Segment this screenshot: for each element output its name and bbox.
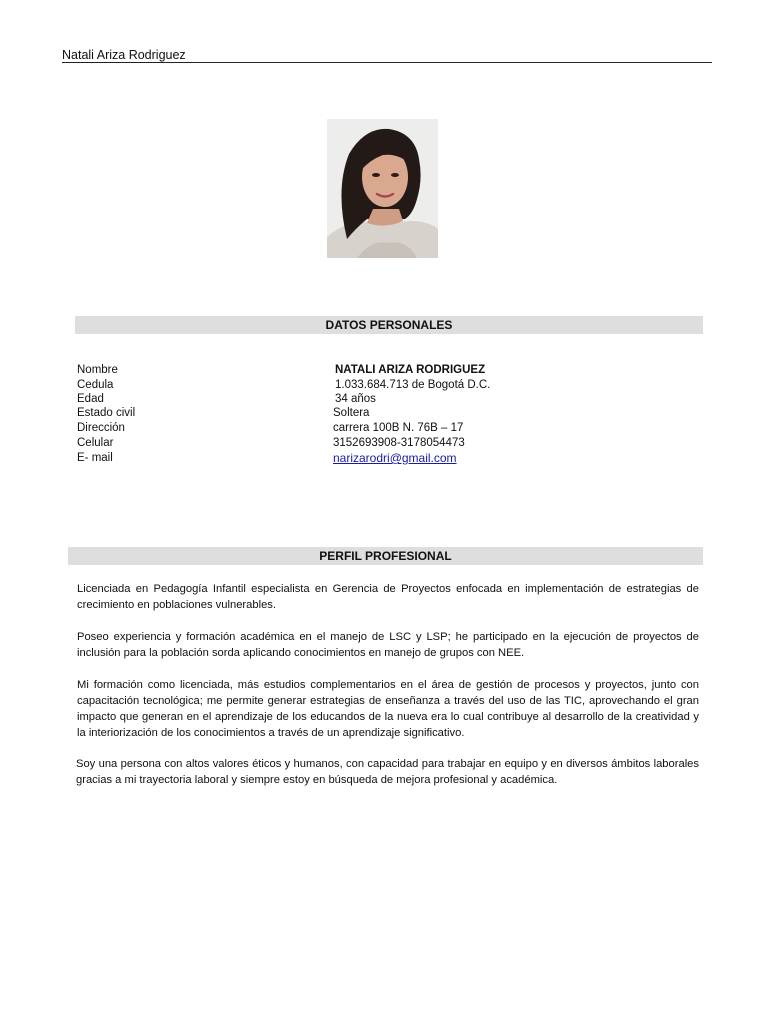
header-rule [62, 62, 712, 63]
perfil-profesional-heading: PERFIL PROFESIONAL [68, 547, 703, 565]
profile-photo [327, 119, 438, 258]
perfil-paragraph: Mi formación como licenciada, más estudios complementarios en el área de gestión de procesos y proyectos, junto con capacitación tecnológica; me permite generar estrategias de enseñanza a través del uso de las TIC, aprovechando el gran impacto que generan en el aprendizaje de los educandos de la nueva era lo cual contribuye al desarrollo de la creatividad y la interiorización de los conocimientos a través de un aprendizaje significativo. [77, 679, 699, 739]
row-label-direccion: Dirección [77, 422, 125, 434]
row-value-edad: 34 años [335, 393, 376, 405]
row-label-nombre: Nombre [77, 364, 118, 376]
row-value-direccion: carrera 100B N. 76B – 17 [333, 422, 464, 434]
profile-photo-icon [327, 119, 438, 258]
row-value-nombre: NATALI ARIZA RODRIGUEZ [335, 364, 486, 376]
row-label-email: E- mail [77, 452, 113, 464]
datos-personales-heading: DATOS PERSONALES [75, 316, 703, 334]
row-value-estado-civil: Soltera [333, 407, 370, 419]
perfil-paragraph: Poseo experiencia y formación académica en el manejo de LSC y LSP; he participado en la ejecución de proyectos de inclusión para la población sorda aplicando conocimientos en manejo de grupos con NEE. [77, 631, 699, 659]
row-label-celular: Celular [77, 437, 114, 449]
header-name: Natali Ariza Rodriguez [62, 48, 186, 62]
row-label-estado-civil: Estado civil [77, 407, 136, 419]
row-value-celular: 3152693908-3178054473 [333, 437, 465, 449]
row-value-cedula: 1.033.684.713 de Bogotá D.C. [335, 379, 491, 391]
row-label-edad: Edad [77, 393, 104, 405]
perfil-paragraph: Licenciada en Pedagogía Infantil especialista en Gerencia de Proyectos enfocada en implementación de estrategias de crecimiento en poblaciones vulnerables. [77, 583, 699, 611]
perfil-paragraph: Soy una persona con altos valores éticos y humanos, con capacidad para trabajar en equipo y en diversos ámbitos laborales gracias a mi trayectoria laboral y siempre estoy en búsqueda de mejora profesional y académica. [76, 758, 699, 786]
email-link[interactable]: narizarodri@gmail.com [333, 451, 457, 465]
row-label-cedula: Cedula [77, 379, 114, 391]
